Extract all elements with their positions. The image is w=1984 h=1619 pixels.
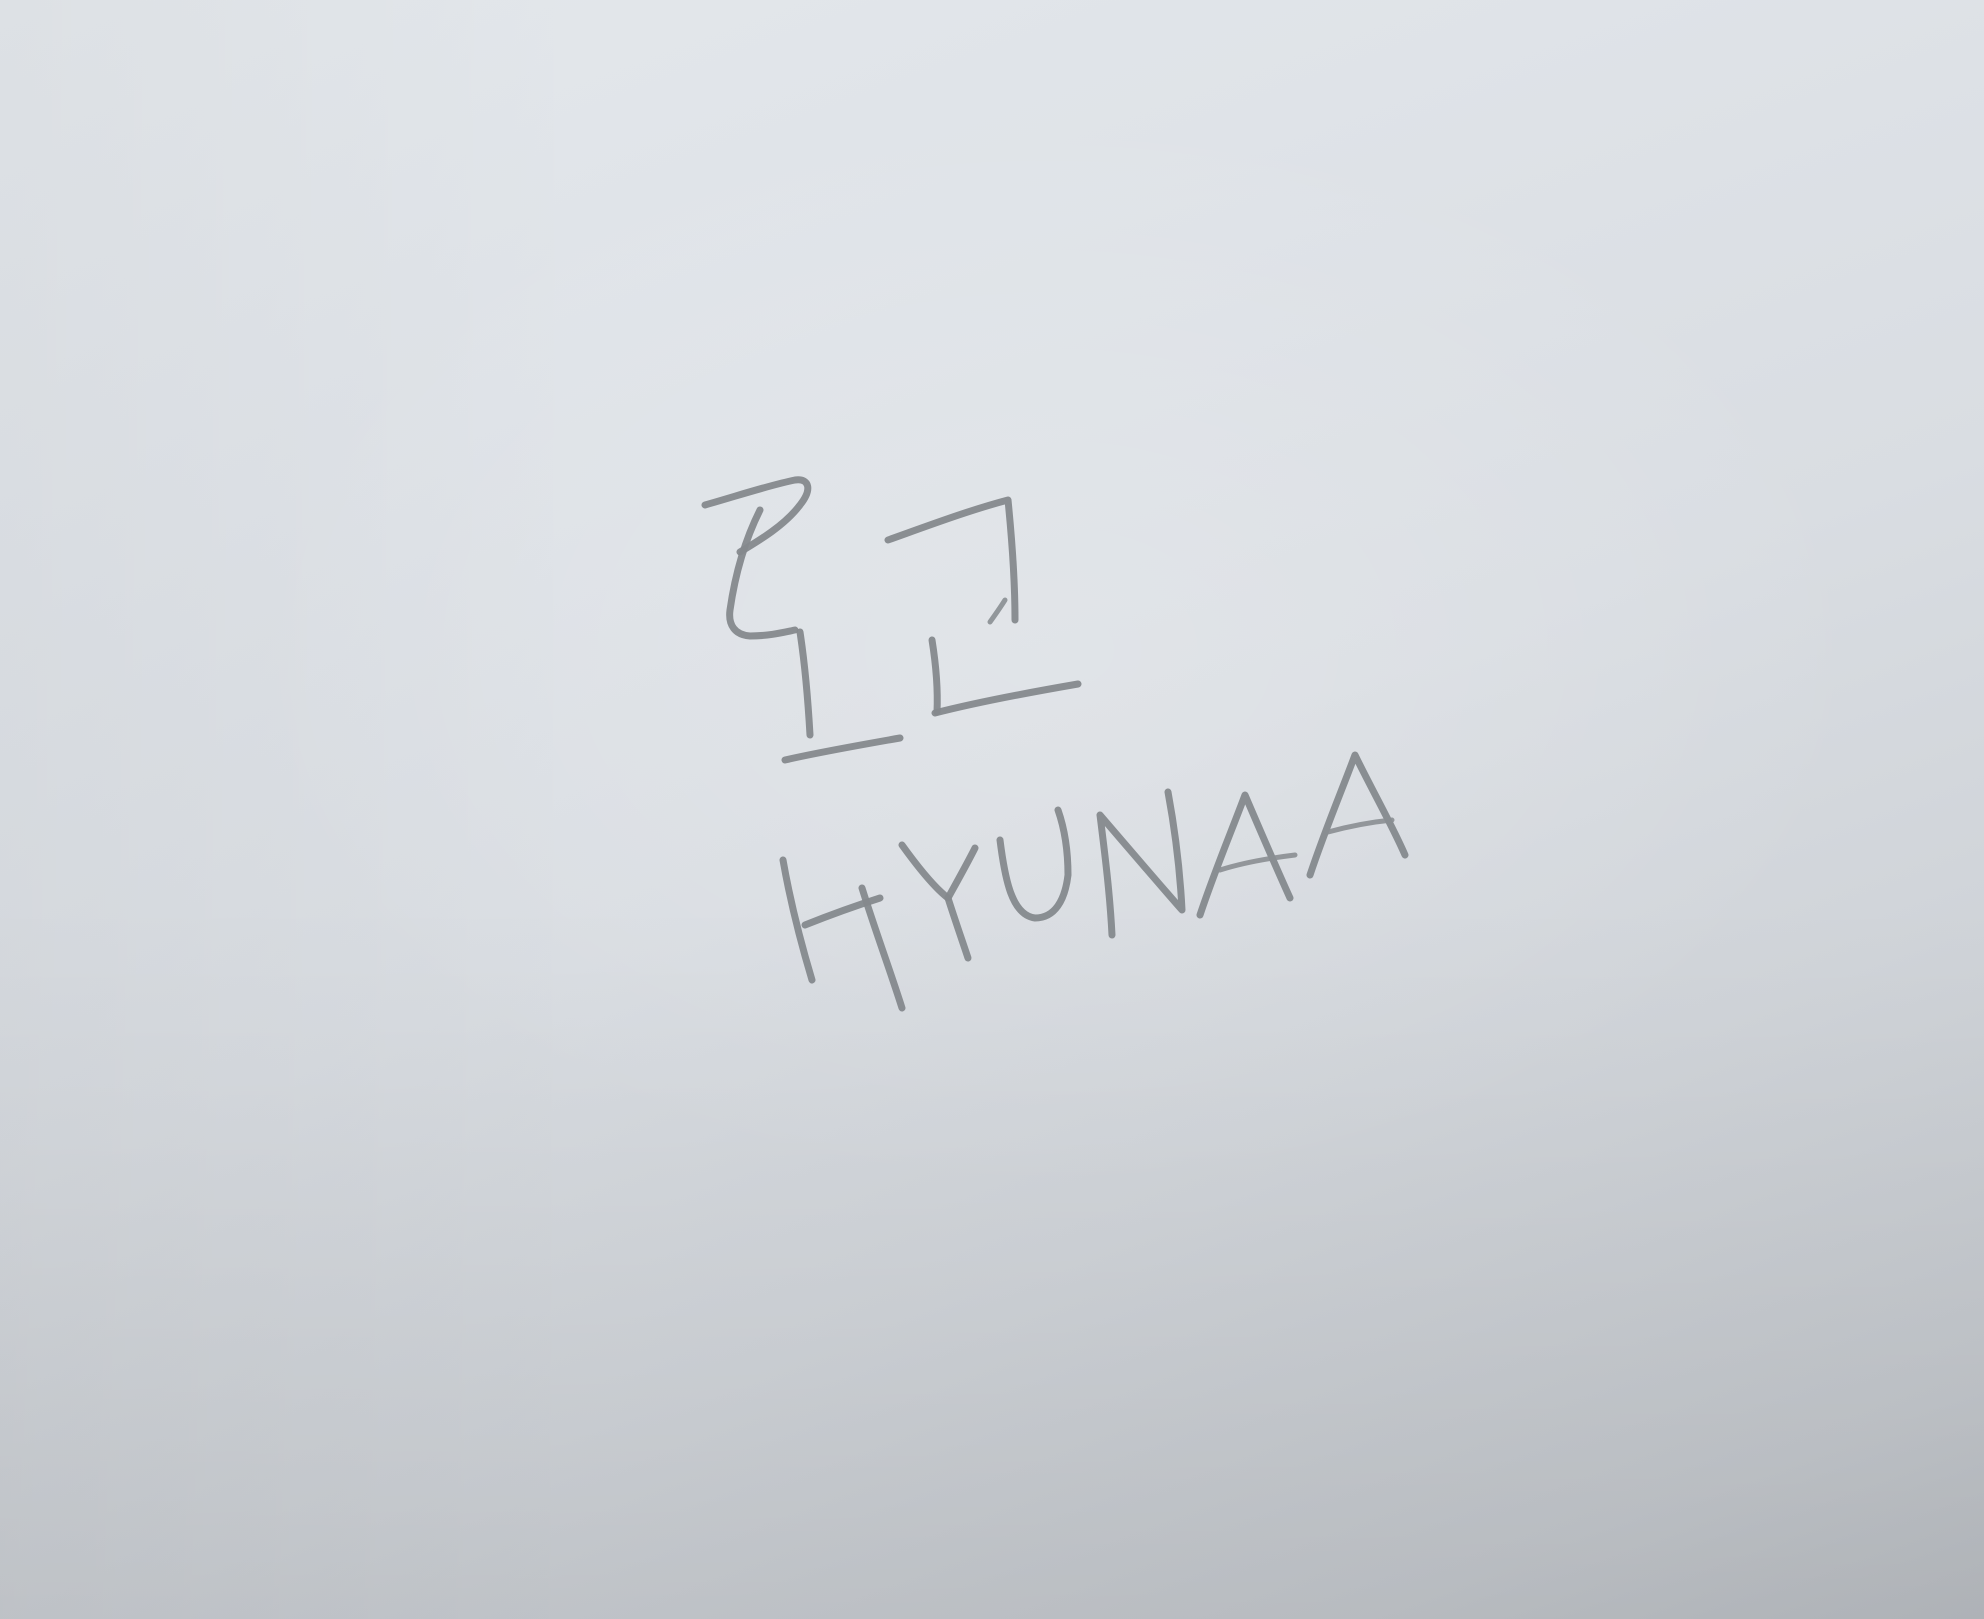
latin-stroke-a1-bar (1220, 855, 1295, 870)
korean-stroke-6 (990, 600, 1005, 622)
korean-handwriting (705, 480, 1078, 760)
korean-stroke-7 (932, 640, 937, 712)
latin-stroke-y-left (902, 845, 948, 898)
korean-stroke-8 (935, 684, 1078, 713)
korean-stroke-2 (730, 510, 795, 636)
latin-stroke-y-tail (948, 898, 968, 958)
latin-stroke-u (1000, 810, 1068, 918)
latin-stroke-h-left (783, 860, 812, 980)
latin-stroke-h-right (862, 888, 902, 1008)
korean-stroke-5 (888, 500, 1015, 620)
korean-stroke-4 (785, 738, 900, 760)
latin-handwriting (783, 755, 1405, 1008)
korean-stroke-3 (800, 632, 810, 735)
latin-stroke-n (1100, 792, 1182, 935)
latin-stroke-y-right (948, 848, 975, 898)
latin-stroke-a2-bar (1328, 820, 1392, 832)
latin-stroke-a2 (1310, 755, 1405, 875)
